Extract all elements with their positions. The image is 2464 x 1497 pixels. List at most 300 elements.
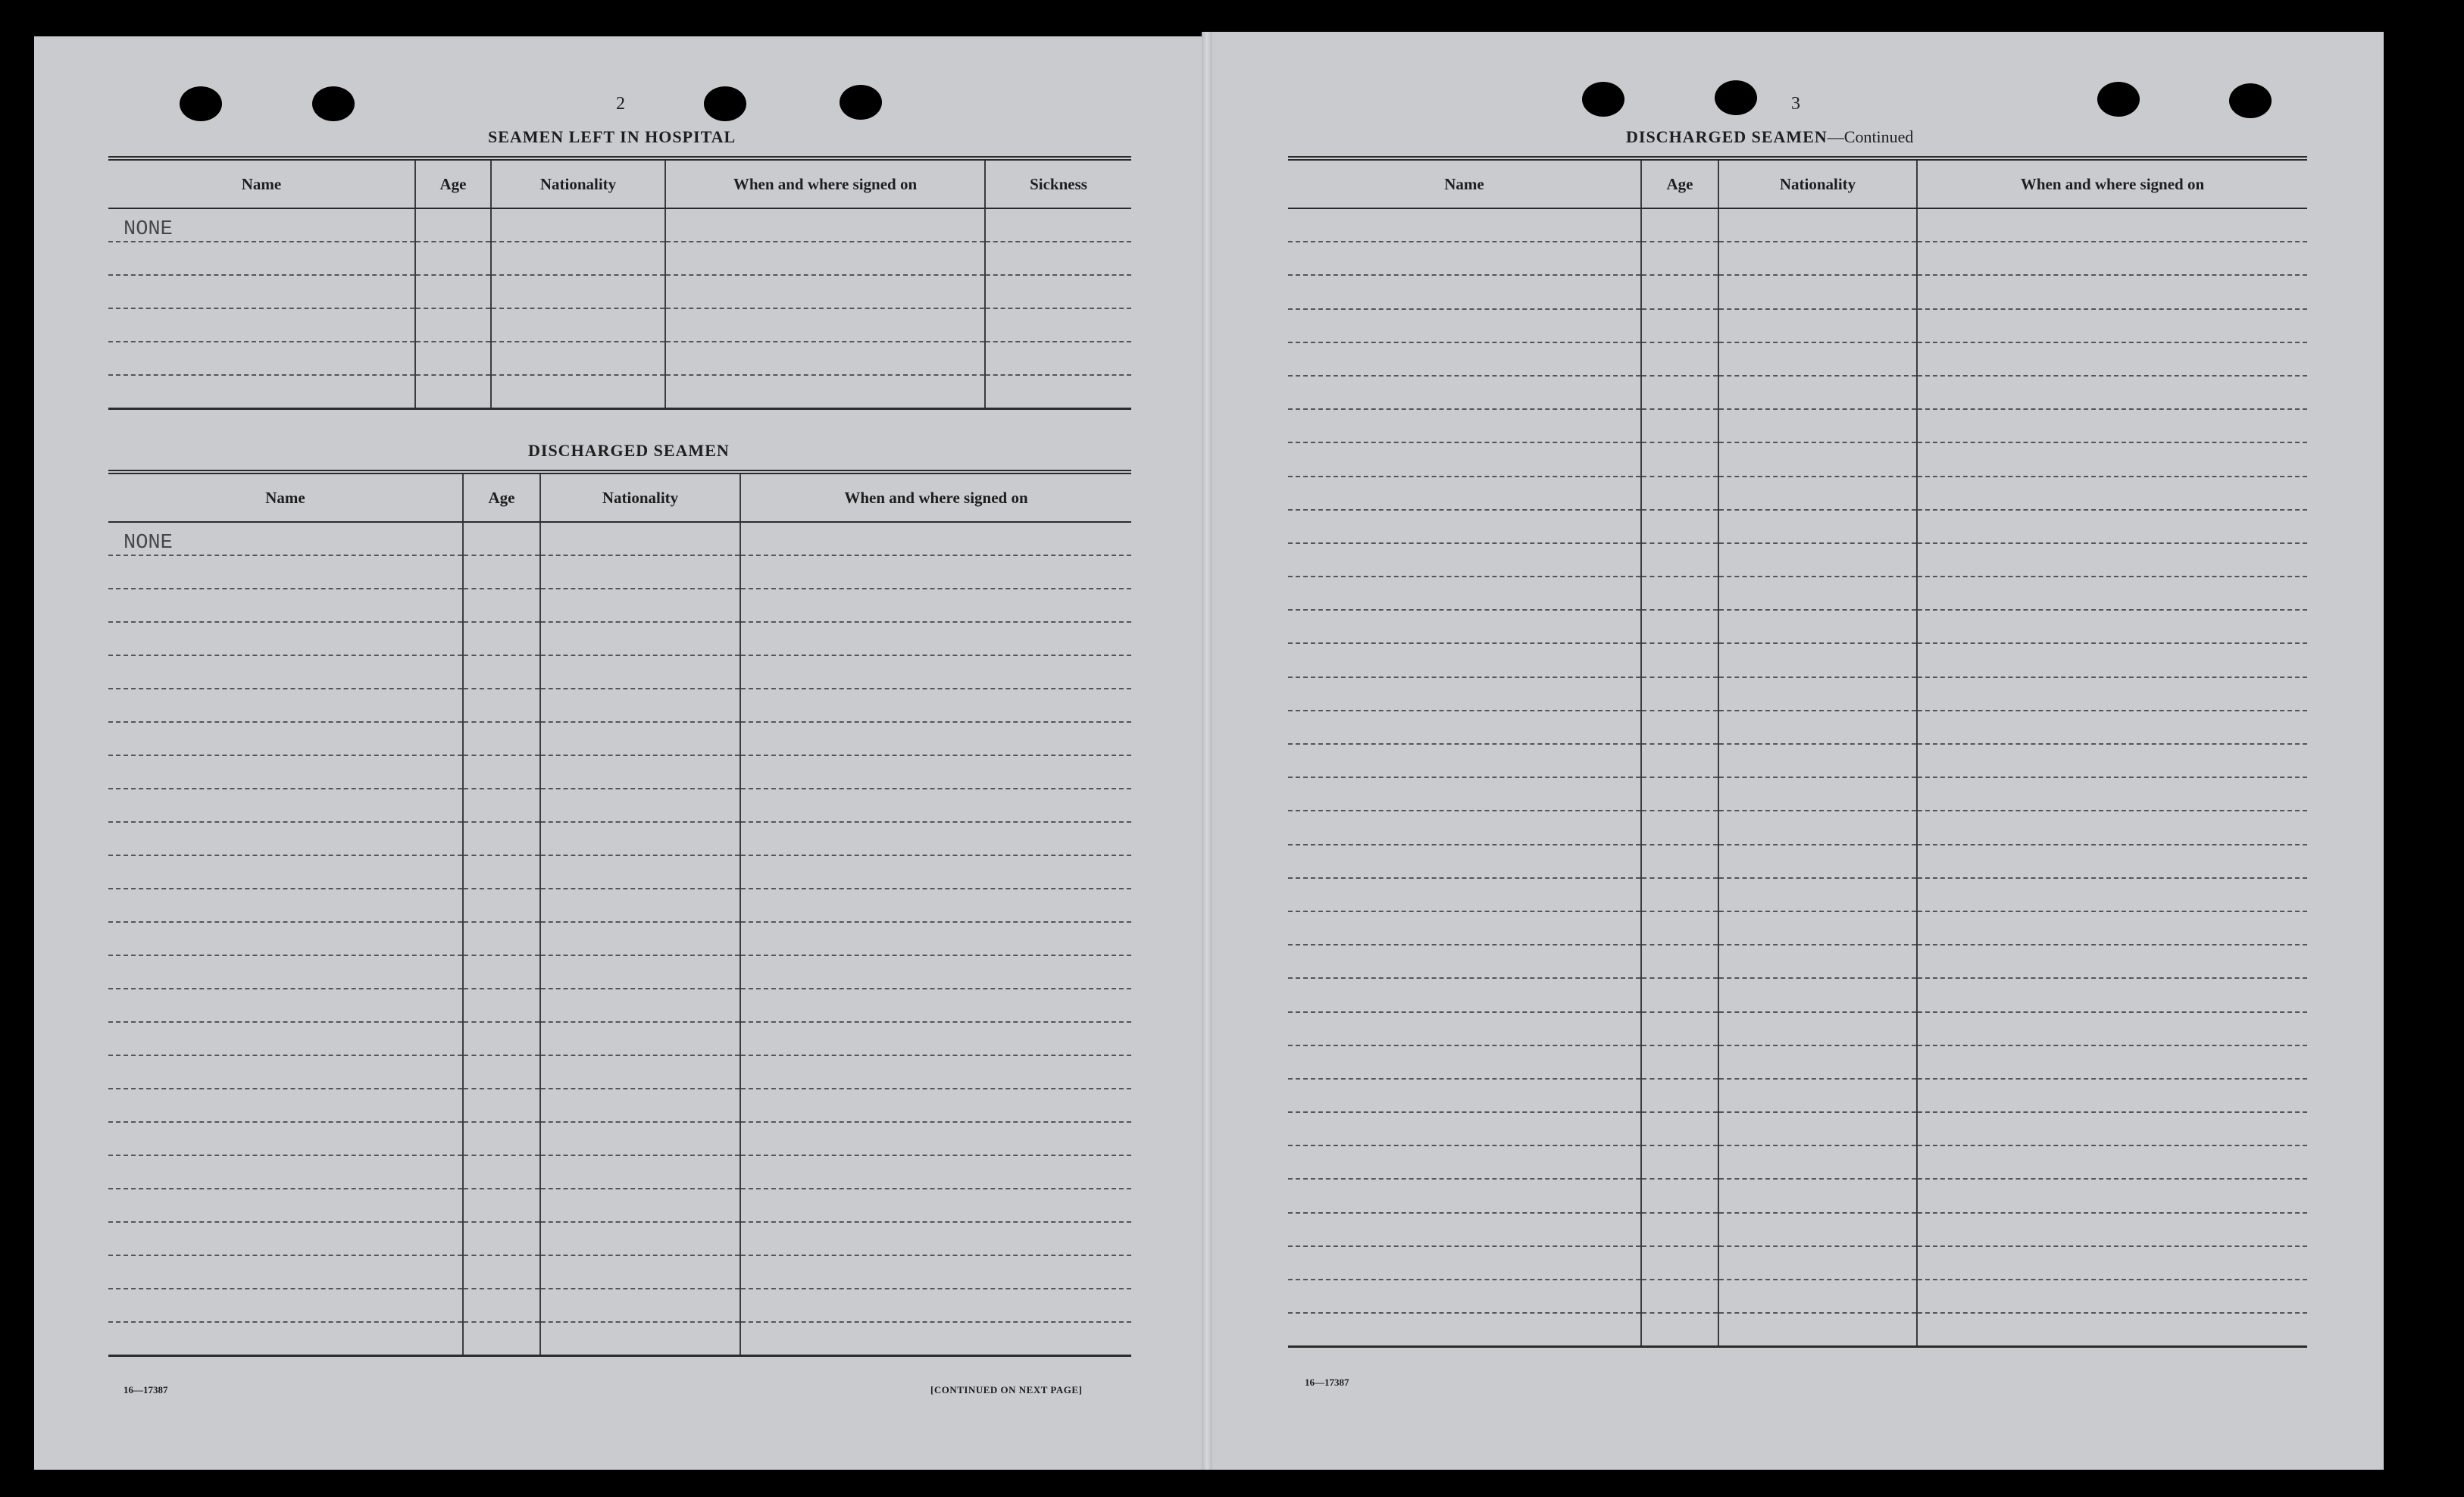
table-cell [1917,275,2307,308]
table-cell [1641,610,1718,643]
table-cell [740,555,1131,589]
table-row [1288,711,2307,744]
table-cell [1641,1045,1718,1079]
table-row [1288,342,2307,376]
table-cell [1917,1045,2307,1079]
table-cell [108,342,415,375]
table-cell [1718,477,1917,510]
table-cell [1917,945,2307,978]
table-cell [1641,945,1718,978]
table-row [108,1222,1131,1255]
table-cell [740,1155,1131,1189]
table-cell [463,555,540,589]
table-cell [1917,610,2307,643]
punch-hole [180,86,222,121]
table-cell [1917,1280,2307,1313]
table-cell [1641,1213,1718,1246]
table-cell [1641,309,1718,342]
table-cell [1641,711,1718,744]
table-row [108,208,1131,242]
heading-main: DISCHARGED SEAMEN [1626,127,1828,146]
table-cell [108,789,463,822]
table-cell [740,989,1131,1022]
table-cell [1718,409,1917,442]
table-cell [1718,1112,1917,1145]
table-cell [1288,442,1641,476]
table-cell [1917,309,2307,342]
table-cell [540,1255,740,1289]
table-cell [1917,911,2307,945]
table-cell [463,589,540,622]
table-cell [1641,543,1718,577]
table-cell [740,889,1131,922]
table-row [108,922,1131,955]
table-cell [463,1122,540,1155]
table-cell [540,822,740,855]
table-cell [740,755,1131,789]
table-cell [1917,978,2307,1011]
table-cell [463,1322,540,1355]
table-cell [985,375,1131,408]
table-cell [1718,1213,1917,1246]
table-cell [540,922,740,955]
table-cell [985,208,1131,242]
table-row [1288,643,2307,677]
table-row [1288,1112,2307,1145]
table-cell [108,655,463,689]
table-cell [1641,1313,1718,1346]
table-cell [463,1022,540,1055]
column-header-nationality: Nationality [1718,158,1917,208]
table-cell [491,308,665,342]
table-cell [1641,1280,1718,1313]
table-cell [1718,1280,1917,1313]
table-cell [1641,275,1718,308]
table-cell [1288,1280,1641,1313]
table-cell [1917,1145,2307,1179]
table-cell [108,1055,463,1089]
table-cell [740,1289,1131,1322]
table-cell [540,889,740,922]
table-cell [491,242,665,275]
table-cell [415,208,491,242]
table-cell [1641,242,1718,275]
table-cell [1718,1145,1917,1179]
table-cell [108,242,415,275]
table-cell [740,1089,1131,1122]
table-row [1288,777,2307,811]
table-cell [1288,477,1641,510]
table-cell [1288,1079,1641,1112]
table-cell [108,1289,463,1322]
table-cell [1917,1313,2307,1346]
table-row [108,755,1131,789]
table-cell [1718,1246,1917,1280]
discharged-continued-table [1288,156,2307,1348]
column-header-name: Name [108,472,463,522]
table-cell [665,375,985,408]
table-row [108,1155,1131,1189]
table-cell [463,522,540,555]
table-cell [108,275,415,308]
table-cell [740,1022,1131,1055]
column-header-sickness: Sickness [985,158,1131,208]
table-cell [1288,1112,1641,1145]
table-cell [463,689,540,722]
table-cell [108,689,463,722]
table-cell [1641,878,1718,911]
column-header-signed-on: When and where signed on [1917,158,2307,208]
table-cell [1917,1179,2307,1212]
table-cell [1288,711,1641,744]
table-cell [540,1155,740,1189]
table-cell [540,1055,740,1089]
table-cell [1718,208,1917,242]
table-cell [1288,1213,1641,1246]
table-row [108,955,1131,989]
table-cell [1718,811,1917,844]
table-row [1288,1313,2307,1346]
table-row [1288,945,2307,978]
table-row [1288,477,2307,510]
table-cell [740,922,1131,955]
table-row [1288,1246,2307,1280]
table-cell [540,689,740,722]
table-cell [740,655,1131,689]
table-cell [108,1122,463,1155]
table-cell [1288,1045,1641,1079]
table-cell [108,1155,463,1189]
table-cell [540,622,740,655]
table-cell [1917,1112,2307,1145]
table-cell [1917,744,2307,777]
table-row [1288,543,2307,577]
punch-hole [2229,83,2272,118]
table-row [108,1289,1131,1322]
table-cell [740,855,1131,889]
table-cell [740,789,1131,822]
table-cell [1288,510,1641,543]
table-cell [1641,342,1718,376]
table-row [1288,1145,2307,1179]
page-number-left: 2 [616,94,625,114]
page-number-right: 3 [1791,94,1800,114]
table-cell [108,375,415,408]
table-cell [108,1255,463,1289]
table-row [1288,376,2307,409]
table-cell [1288,777,1641,811]
table-cell [1641,577,1718,610]
table-cell [1917,1213,2307,1246]
table-cell [1917,878,2307,911]
table-cell [540,555,740,589]
table-cell [1917,711,2307,744]
table-cell [1641,442,1718,476]
table-cell [491,342,665,375]
table-cell [1718,643,1917,677]
continued-note: [CONTINUED ON NEXT PAGE] [930,1384,1083,1395]
table-cell [1917,442,2307,476]
column-header-nationality: Nationality [491,158,665,208]
table-row [1288,1280,2307,1313]
table-cell [463,789,540,822]
table-cell [415,275,491,308]
table-row [1288,978,2307,1011]
table-cell [1917,1246,2307,1280]
column-header-age: Age [415,158,491,208]
heading-continued: —Continued [1827,127,1914,146]
table-cell [463,1089,540,1122]
table-row [1288,845,2307,878]
table-cell [463,755,540,789]
table-cell [1288,811,1641,844]
discharged-heading: DISCHARGED SEAMEN [528,441,730,460]
table-cell [1641,744,1718,777]
table-cell [108,1089,463,1122]
column-header-age: Age [1641,158,1718,208]
table-cell [463,722,540,755]
table-row [108,522,1131,555]
table-cell [1718,878,1917,911]
table-cell [1917,1012,2307,1045]
table-cell [1288,342,1641,376]
table-cell [463,1289,540,1322]
table-cell [1288,845,1641,878]
table-cell [1718,610,1917,643]
table-row [108,789,1131,822]
column-header-signed-on: When and where signed on [740,472,1131,522]
table-cell [540,755,740,789]
table-cell [1718,376,1917,409]
table-cell [1641,911,1718,945]
table-cell [1917,543,2307,577]
table-row [1288,275,2307,308]
table-cell [108,589,463,622]
table-cell [1718,577,1917,610]
table-row [108,1055,1131,1089]
table-row [1288,309,2307,342]
table-row [108,1022,1131,1055]
table-cell [540,1289,740,1322]
table-cell [1641,845,1718,878]
table-cell [108,308,415,342]
table-cell [1288,409,1641,442]
table-cell [1288,242,1641,275]
table-cell [415,308,491,342]
table-cell [1718,777,1917,811]
table-cell [540,989,740,1022]
table-cell [1641,477,1718,510]
table-cell [463,1189,540,1222]
table-cell [740,1189,1131,1222]
punch-hole [312,86,355,121]
column-header-age: Age [463,472,540,522]
table-cell [1288,911,1641,945]
table-cell [540,789,740,822]
table-cell [540,1089,740,1122]
table-cell [108,1222,463,1255]
table-row [1288,208,2307,242]
table-cell [1718,911,1917,945]
table-cell: NONE [108,522,463,555]
table-cell [1288,643,1641,677]
table-cell [540,722,740,755]
table-cell [1917,242,2307,275]
table-cell [1288,978,1641,1011]
table-row [108,855,1131,889]
table-cell [1288,1145,1641,1179]
table-cell [108,955,463,989]
table-cell [415,342,491,375]
table-cell [108,755,463,789]
table-cell [108,855,463,889]
table-cell [740,1222,1131,1255]
punch-hole [840,85,882,120]
table-cell [1288,309,1641,342]
punch-hole [1582,82,1624,117]
table-cell [463,655,540,689]
table-cell [1288,677,1641,711]
table-cell [1288,275,1641,308]
table-row [108,622,1131,655]
table-cell [1718,242,1917,275]
hospital-heading: SEAMEN LEFT IN HOSPITAL [488,127,736,146]
table-cell [1718,309,1917,342]
table-cell [108,889,463,922]
table-cell [1917,510,2307,543]
table-cell [108,1189,463,1222]
table-cell [540,655,740,689]
table-cell [1718,1045,1917,1079]
table-cell [463,1222,540,1255]
table-cell [740,589,1131,622]
table-row [108,275,1131,308]
table-cell [985,308,1131,342]
discharged-table [108,470,1131,1357]
table-cell [415,375,491,408]
table-cell [740,1055,1131,1089]
table-cell [1641,811,1718,844]
table-cell [740,1122,1131,1155]
punch-hole [704,86,746,121]
table-cell [1288,610,1641,643]
table-cell [1718,543,1917,577]
table-cell [1718,978,1917,1011]
table-cell [1641,1079,1718,1112]
table-row [108,722,1131,755]
table-cell [1288,577,1641,610]
table-cell [1917,845,2307,878]
table-cell [1288,744,1641,777]
table-cell [463,822,540,855]
table-cell [540,1322,740,1355]
table-cell [740,1322,1131,1355]
table-cell [740,822,1131,855]
table-cell [491,375,665,408]
table-cell [985,242,1131,275]
table-row [1288,1213,2307,1246]
table-row [1288,409,2307,442]
table-row [1288,1079,2307,1112]
table-cell [1718,711,1917,744]
table-cell [1288,208,1641,242]
table-cell [740,622,1131,655]
table-row [108,1122,1131,1155]
table-cell [1917,1079,2307,1112]
table-row [1288,811,2307,844]
table-row [108,689,1131,722]
table-row [1288,744,2307,777]
table-cell [1718,945,1917,978]
table-cell [1641,376,1718,409]
punch-hole [1715,80,1757,115]
table-cell [540,589,740,622]
table-cell [1718,677,1917,711]
table-cell [665,342,985,375]
table-cell [665,308,985,342]
table-cell [463,855,540,889]
table-row [108,1322,1131,1355]
table-row [108,342,1131,375]
table-cell [1641,677,1718,711]
table-cell [1917,208,2307,242]
table-cell [463,622,540,655]
table-cell [1641,777,1718,811]
table-cell [1718,1012,1917,1045]
table-cell [1718,1179,1917,1212]
table-row [108,1089,1131,1122]
table-cell [491,275,665,308]
table-cell [540,955,740,989]
table-cell: NONE [108,208,415,242]
table-cell [540,522,740,555]
table-row [1288,911,2307,945]
table-cell [1288,1179,1641,1212]
table-row [108,1255,1131,1289]
table-cell [1641,1179,1718,1212]
table-row [1288,1179,2307,1212]
table-cell [540,855,740,889]
table-cell [1718,510,1917,543]
column-header-name: Name [108,158,415,208]
table-cell [1288,878,1641,911]
table-row [1288,610,2307,643]
page-gutter [1202,32,1212,1470]
table-row [108,555,1131,589]
table-row [108,989,1131,1022]
table-cell [1718,744,1917,777]
table-cell [1641,510,1718,543]
table-row [108,655,1131,689]
table-row [108,1189,1131,1222]
column-header-signed-on: When and where signed on [665,158,985,208]
table-cell [1917,342,2307,376]
table-cell [740,1255,1131,1289]
table-cell [1917,376,2307,409]
table-cell [1288,945,1641,978]
table-cell [1917,477,2307,510]
table-cell [540,1122,740,1155]
table-cell [1718,342,1917,376]
table-cell [1641,1145,1718,1179]
table-row [1288,878,2307,911]
table-row [1288,677,2307,711]
table-row [1288,577,2307,610]
table-cell [108,722,463,755]
table-cell [1288,376,1641,409]
table-row [1288,510,2307,543]
table-cell [1718,442,1917,476]
